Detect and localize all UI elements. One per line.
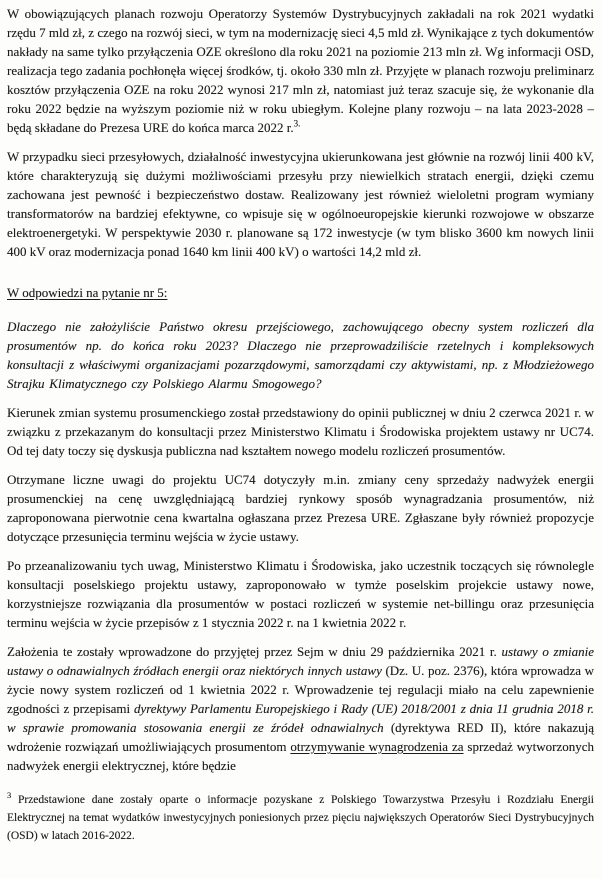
body-paragraph-6 bbox=[7, 642, 594, 775]
footnote-3 bbox=[7, 791, 594, 845]
section-heading bbox=[7, 283, 594, 302]
footnote-3-marker: 3 bbox=[7, 790, 12, 801]
body-paragraph-1 bbox=[7, 4, 594, 137]
body-paragraph-4 bbox=[7, 470, 594, 546]
paragraph-3-text: Kierunek zmian systemu prosumenckiego został przedstawiony do opinii publicznej w dniu 2 czerwca 2021 r. w związku z przekazanym do konsultacji przez Ministerstwo Klimatu i Środowiska projektem ustawy nr UC74. Od tej daty toczy się dyskusja publiczna nad kształtem nowego modelu rozliczeń prosumentów. bbox=[7, 405, 594, 458]
body-paragraph-2 bbox=[7, 147, 594, 261]
paragraph-5-text: Po przeanalizowaniu tych uwag, Ministerstwo Klimatu i Środowiska, jako uczestnik toczących się równolegle konsultacji poselskiego projektu ustawy, zaproponowało w tymże poselskim projekcie ustawy nowe, korzystniejsze rozwiązania dla prosumentów w postaci rozliczeń w systemie net-billingu oraz przesunięcia terminu wejścia w życie przepisów z 1 stycznia 2022 r. na 1 kwietnia 2022 r. bbox=[7, 558, 594, 630]
question-paragraph bbox=[7, 317, 594, 393]
body-paragraph-5 bbox=[7, 556, 594, 632]
paragraph-6-segment-7: sprzedaż wytworzonych nadwyżek energii elektrycznej, które będzie bbox=[7, 739, 595, 773]
paragraph-6-segment-3: (Dz. U. poz. 2376), która wprowadza w życie nowy system rozliczeń od 1 kwietnia 2022 r. Wprowadzenie tej regulacji miało na celu zapewnienie zgodności z przepisami bbox=[7, 663, 594, 716]
footnote-reference-3: 3. bbox=[293, 118, 301, 129]
paragraph-6-segment-5: (dyrektywa RED II), które nakazują wdrożenie rozwiązań umożliwiających prosumentom bbox=[7, 720, 594, 754]
paragraph-6-underlined-phrase: otrzymywanie wynagrodzenia za bbox=[290, 739, 464, 754]
paragraph-1-text: W obowiązujących planach rozwoju Operatorzy Systemów Dystrybucyjnych zakładali na rok 2021 wydatki rzędu 7 mld zł, z czego na rozwój sieci, w tym na modernizację sieci 4,5 mld zł. Wynikające z tych dokumentów nakłady na same tylko przyłączenia OZE określono dla roku 2021 na poziomie 213 mln zł. Wg informacji OSD, realizacja tego zadania pochłonęła więcej środków, tj. około 330 mln zł. Przyjęte w planach rozwoju preliminarz kosztów przyłączenia OZE na roku 2022 wynosi 217 mln zł, natomiast już teraz szacuje się, że wykonanie dla roku 2022 będzie na wyższym poziomie niż w roku ubiegłym. Kolejne plany rozwoju – na lata 2023-2028 – będą składane do Prezesa URE do końca marca 2022 r. bbox=[7, 6, 594, 135]
paragraph-6-italic-act-title: ustawy o zmianie ustawy o odnawialnych źródłach energii oraz niektórych innych ustawy bbox=[7, 644, 595, 678]
body-paragraph-3 bbox=[7, 403, 594, 460]
paragraph-2-text: W przypadku sieci przesyłowych, działalność inwestycyjna ukierunkowana jest głównie na rozwój linii 400 kV, które charakteryzują się dużymi możliwościami przesyłu przy niewielkich stratach energii, dzięki czemu zachowana jest pewność i bezpieczeństwo dostaw. Realizowany jest również wieloletni program wymiany transformatorów na bardziej efektywne, co wpisuje się w ogólnoeuropejskie kierunki rozwojowe w obszarze elektroenergetyki. W perspektywie 2030 r. planowane są 172 inwestycje (w tym blisko 3600 km nowych linii 400 kV oraz modernizacja ponad 1640 km linii 400 kV) o wartości 14,2 mld zł. bbox=[7, 149, 594, 259]
section-heading-text: W odpowiedzi na pytanie nr 5: bbox=[7, 285, 168, 300]
paragraph-4-text: Otrzymane liczne uwagi do projektu UC74 dotyczyły m.in. zmiany ceny sprzedaży nadwyżek energii prosumenckiej na cenę uwzględniającą bardziej rynkowy sposób wynagradzania prosumentów, niż zaproponowana pierwotnie cena kwartalna ogłaszana przez Prezesa URE. Zgłaszane były również propozycje dotyczące przesunięcia terminu wejścia w życie ustawy. bbox=[7, 472, 594, 544]
paragraph-6-italic-directive-title: dyrektywy Parlamentu Europejskiego i Rady (UE) 2018/2001 z dnia 11 grudnia 2018 r. w sprawie promowania stosowania energii ze źródeł odnawialnych bbox=[7, 701, 594, 735]
question-text: Dlaczego nie założyliście Państwo okresu przejściowego, zachowującego obecny system rozliczeń dla prosumentów np. do końca roku 2023? Dlaczego nie przeprowadziliście rzetelnych i kompleksowych konsultacji z właściwymi organizacjami pozarządowymi, samorządami czy aktywistami, np. z Młodzieżowego Strajku Klimatycznego czy Polskiego Alarmu Smogowego? bbox=[7, 319, 594, 391]
paragraph-6-segment-1: Założenia te zostały wprowadzone do przyjętej przez Sejm w dniu 29 października 2021 r. bbox=[7, 644, 502, 659]
footnote-3-text: Przedstawione dane zostały oparte o informacje pozyskane z Polskiego Towarzystwa Przesyłu i Rozdziału Energii Elektrycznej na temat wydatków inwestycyjnych poniesionych przez pięciu największych Operatorów Sieci Dystrybucyjnych (OSD) w latach 2016-2022. bbox=[7, 794, 594, 842]
